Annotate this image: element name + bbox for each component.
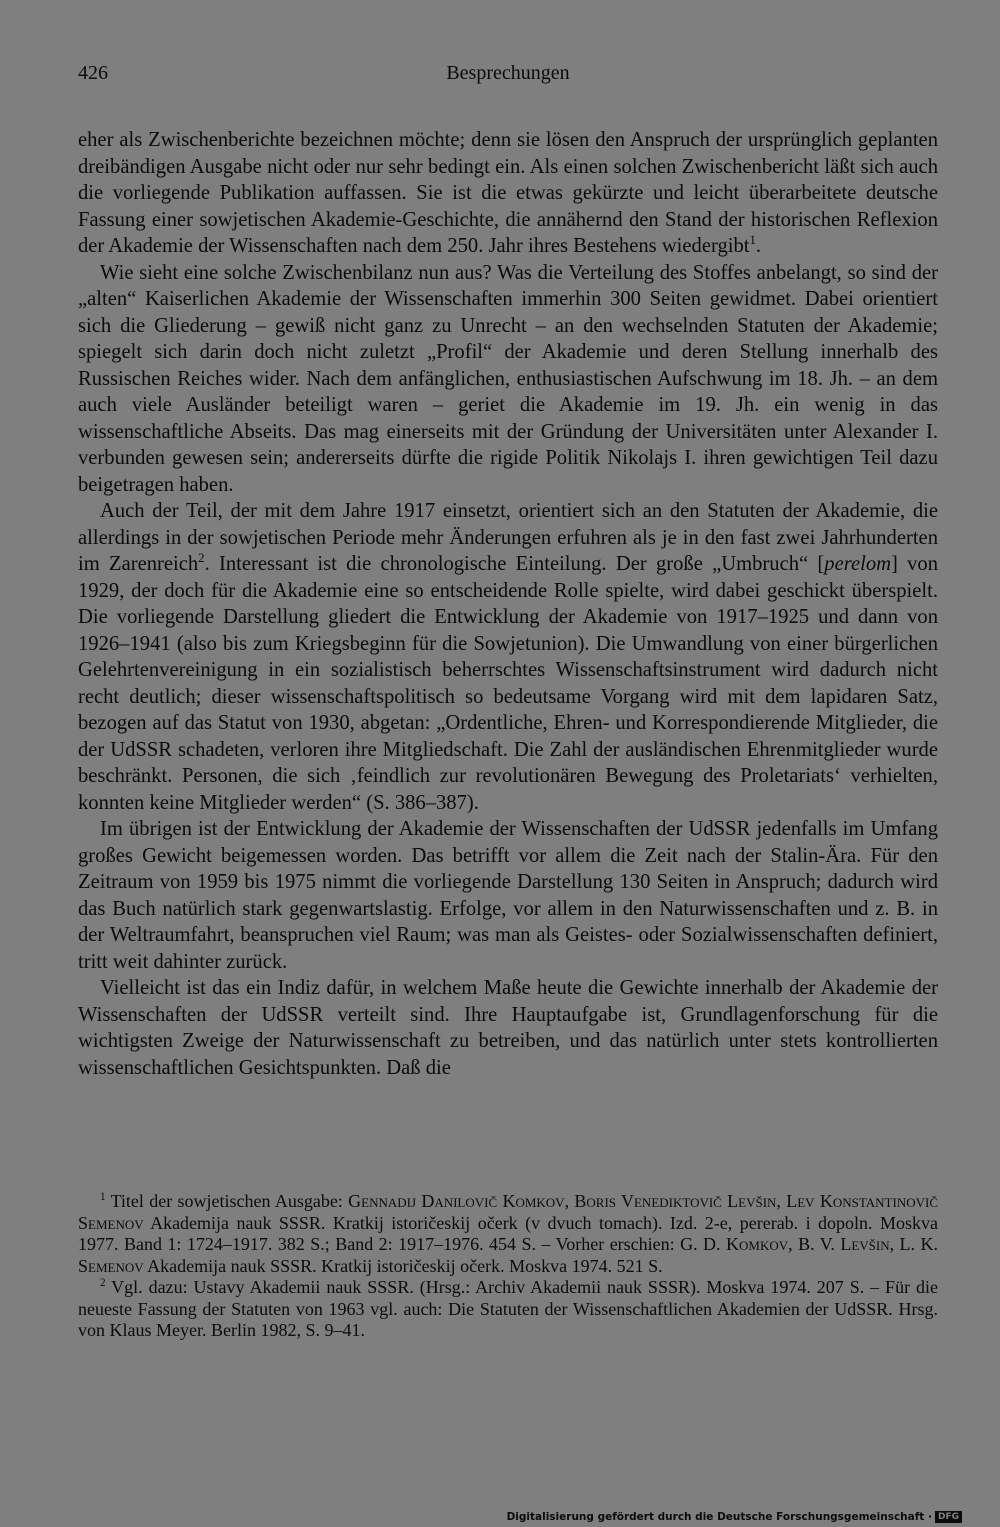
paragraph-2: Wie sieht eine solche Zwischenbilanz nun aus? Was die Verteilung des Stoffes anbelangt, so sind der „alten“ Kaiserlichen Akademie der Wissenschaften immerhin 300 Seiten gewidmet. Dabei orientiert sich die Gliederung – gewiß nicht ganz zu Unrecht – an den wechselnden Statuten der Akademie; spiegelt sich darin doch nicht zuletzt „Profil“ der Akademie und deren Stellung innerhalb des Russischen Reiches wider. Nach dem anfänglichen, enthusiastischen Aufschwung im 18. Jh. – an dem auch viele Ausländer beteiligt waren – geriet die Akademie im 19. Jh. ein wenig in das wissenschaftliche Abseits. Das mag einerseits mit der Gründung der Universitäten unter Alexander I. verbunden gewesen sein; andererseits dürfte die rigide Politik Nikolajs I. ihren gewichtigen Teil dazu beigetragen haben. <box>78 261 938 496</box>
page-number: 426 <box>78 62 108 84</box>
article-body <box>78 127 938 1081</box>
running-title: Besprechungen <box>446 62 570 84</box>
paragraph-text: ] von 1929, der doch für die Akademie eine so entscheidende Rolle spielte, wird dabei geschickt überspielt. Die vorliegende Darstellung gliedert die Entwicklung der Akademie von 1917–1925 und dann von 1926–1941 (also bis zum Kriegsbeginn für die Sowjetunion). Die Umwandlung von einer bürgerlichen Gelehrtenvereinigung in ein sozialistisch beherrschtes Wissenschaftsinstrument wird dadurch nicht recht deutlich; dieser wissenschaftspolitisch so bedeutsame Vorgang wird mit dem lapidaren Satz, bezogen auf das Statut von 1930, abgetan: „Ordentliche, Ehren- und Korrespondierende Mitglieder, die der UdSSR schadeten, verloren ihre Mitgliedschaft. Die Zahl der ausländischen Ehrenmitglieder wurde beschränkt. Personen, die sich ‚feindlich zur revolutionären Bewegung des Proletariats‘ verhielten, konnten keine Mitglieder werden“ (S. 386–387). <box>78 553 938 814</box>
footnote-text: Vgl. dazu: Ustavy Akademii nauk SSSR. (Hrsg.: Archiv Akademii nauk SSSR). Moskva 1974. 207 S. – Für die neueste Fassung der Statuten von 1963 vgl. auch: Die Statuten der Wissenschaftlichen Akademien der UdSSR. Hrsg. von Klaus Meyer. Berlin 1982, S. 9–41. <box>78 1277 938 1340</box>
footnote-marker: 1 <box>100 1191 106 1203</box>
paragraph-text: . Interessant ist die chronologische Einteilung. Der große „Umbruch“ [ <box>204 553 825 575</box>
author-names: Gennadij Danilovič Komkov, Boris Venediktovič Levšin, Lev Konstantinovič Semenov <box>78 1191 938 1233</box>
paragraph-text: Auch der Teil, der mit dem Jahre 1917 einsetzt, orientiert sich an den Statuten der Akademie, die allerdings in der sowjetischen Periode mehr Änderungen erfuhren als je in den fast zwei Jahrhunderten im Zarenreich <box>78 500 938 575</box>
footnote-ref-2: 2 <box>198 551 205 566</box>
footnote-1 <box>78 1191 938 1277</box>
dfg-logo: DFG <box>935 1511 962 1523</box>
paragraph-3 <box>78 498 938 816</box>
footnote-text: Akademija nauk SSSR. Kratkij istoričeskij očerk. Moskva 1974. 521 S. <box>143 1255 663 1276</box>
paragraph-4: Im übrigen ist der Entwicklung der Akademie der Wissenschaften der UdSSR jedenfalls im Umfang großes Gewicht beigemessen worden. Das betrifft vor allem die Zeit nach der Stalin-Ära. Für den Zeitraum von 1959 bis 1975 nimmt die vorliegende Darstellung 130 Seiten in Anspruch; dadurch wird das Buch natürlich stark gegenwartslastig. Erfolge, vor allem in den Naturwissenschaften und z. B. in der Weltraumfahrt, beanspruchen viel Raum; was man als Geistes- oder Sozialwissenschaften definiert, tritt weit dahinter zurück. <box>78 818 938 973</box>
paragraph-text: eher als Zwischenberichte bezeichnen möchte; denn sie lösen den Anspruch der ursprünglich geplanten dreibändigen Ausgabe nicht oder nur sehr bedingt ein. Als einen solchen Zwischenbericht läßt sich auch die vorliegende Publikation auffassen. Sie ist die etwas gekürzte und leicht überarbeitete deutsche Fassung einer sowjetischen Akademie-Geschichte, die annähernd den Stand der historischen Reflexion der Akademie der Wissenschaften nach dem 250. Jahr ihres Bestehens wiedergibt <box>78 129 938 257</box>
page-header <box>78 62 938 92</box>
funding-note: Digitalisierung gefördert durch die Deutsche Forschungsgemeinschaft · <box>506 1511 932 1523</box>
paragraph-5: Vielleicht ist das ein Indiz dafür, in welchem Maße heute die Gewichte innerhalb der Akademie der Wissenschaften der UdSSR verteilt sind. Ihre Hauptaufgabe ist, Grundlagenforschung für die wichtigsten Zweige der Naturwissenschaft zu betreiben, und das natürlich unter stets kontrollierten wissenschaftlichen Gesichtspunkten. Daß die <box>78 977 938 1079</box>
footnote-ref-1: 1 <box>749 233 756 248</box>
paragraph-1 <box>78 127 938 260</box>
italic-term: perelom <box>824 553 891 575</box>
paragraph-text: . <box>755 235 762 257</box>
footnote-2 <box>78 1277 938 1342</box>
funding-footer <box>507 1511 962 1523</box>
footnote-text: Akademija nauk SSSR. Kratkij istoričeskij očerk (v dvuch tomach). Izd. 2-e, pererab. i dopoln. Moskva 1977. Band 1: 1724–1917. 382 S.; Band 2: 1917–1976. 454 S. – Vorher erschien: <box>78 1212 938 1254</box>
footnote-text: Titel der sowjetischen Ausgabe: <box>105 1191 349 1211</box>
footnotes <box>78 1191 938 1342</box>
author-names: G. D. Komkov, B. V. Levšin, L. K. Semenov <box>78 1234 938 1276</box>
footnote-marker: 2 <box>100 1277 106 1289</box>
